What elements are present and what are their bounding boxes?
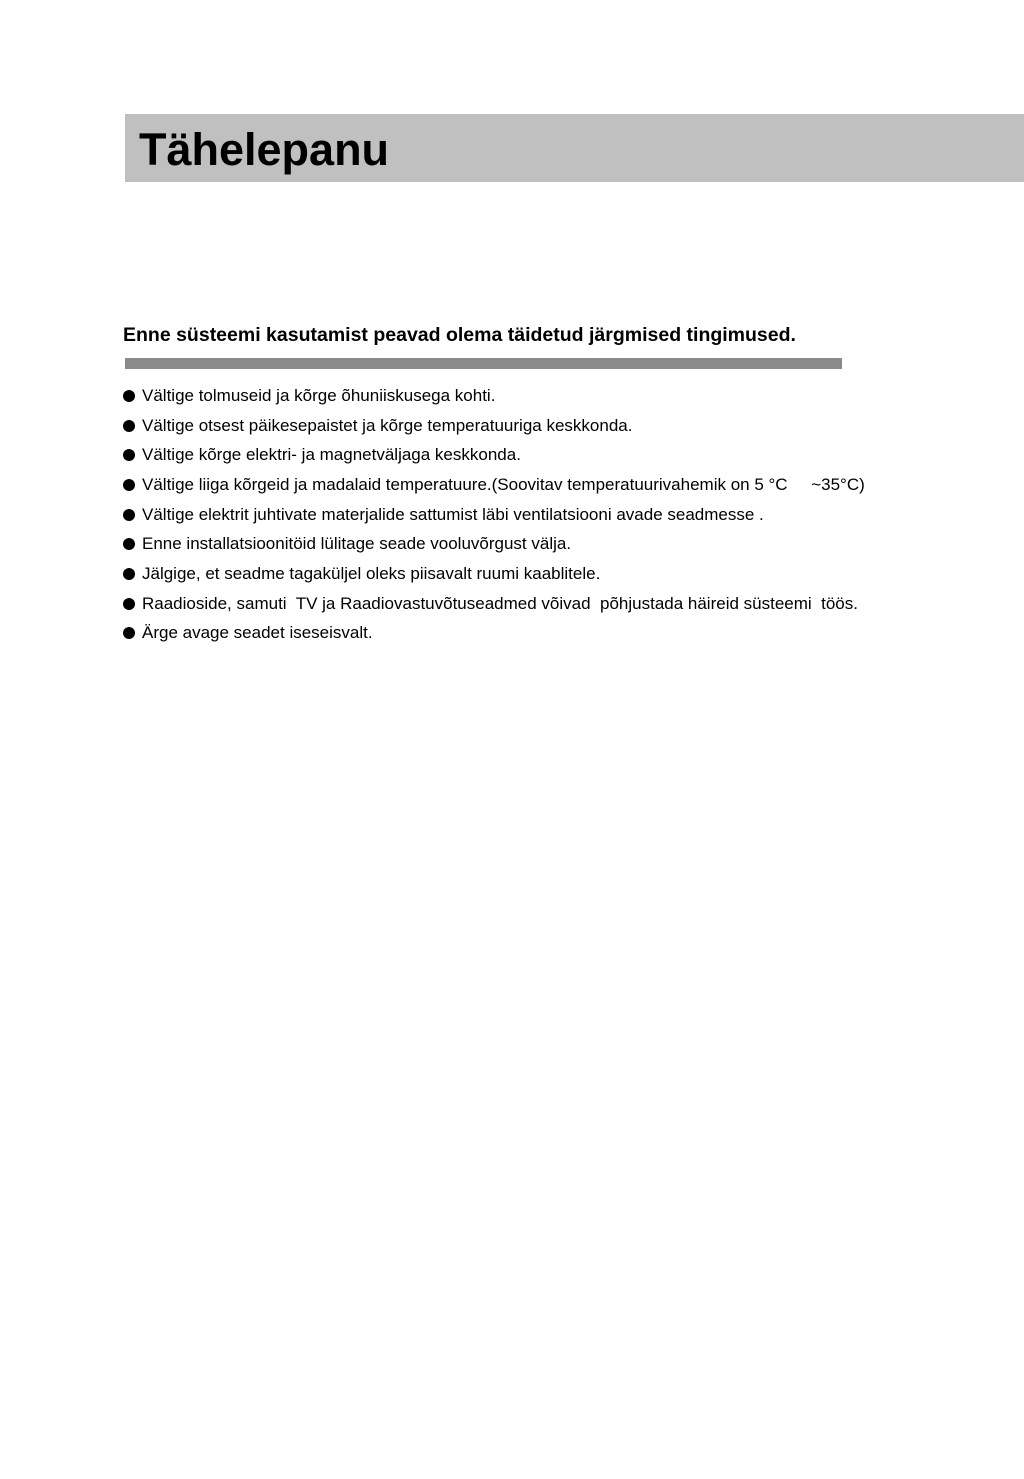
section-divider [125, 358, 842, 369]
list-item [123, 411, 865, 441]
list-item [123, 470, 865, 500]
title-bar [125, 114, 1024, 182]
list-item [123, 500, 865, 530]
list-item [123, 559, 865, 589]
list-item-text: Raadioside, samuti TV ja Raadiovastuvõtuseadmed võivad põhjustada häireid süsteemi töös. [142, 593, 858, 613]
list-item [123, 619, 865, 649]
list-item [123, 529, 865, 559]
list-item-text: Jälgige, et seadme tagaküljel oleks piisavalt ruumi kaablitele. [142, 563, 601, 583]
list-item [123, 440, 865, 470]
bullet-icon [123, 509, 135, 521]
list-item-text: Vältige liiga kõrgeid ja madalaid temperatuure.(Soovitav temperatuurivahemik on 5 °C ~35°C) [142, 474, 865, 494]
list-item [123, 589, 865, 619]
page-title: Tähelepanu [139, 124, 390, 175]
bullet-icon [123, 598, 135, 610]
bullet-icon [123, 568, 135, 580]
list-item-text: Vältige elektrit juhtivate materjalide sattumist läbi ventilatsiooni avade seadmesse . [142, 504, 764, 524]
precautions-list [123, 381, 865, 648]
bullet-icon [123, 627, 135, 639]
bullet-icon [123, 420, 135, 432]
bullet-icon [123, 479, 135, 491]
list-item-text: Vältige kõrge elektri- ja magnetväljaga keskkonda. [142, 445, 521, 465]
list-item-text: Vältige otsest päikesepaistet ja kõrge temperatuuriga keskkonda. [142, 415, 633, 435]
bullet-icon [123, 449, 135, 461]
section-heading: Enne süsteemi kasutamist peavad olema täidetud järgmised tingimused. [123, 324, 796, 346]
bullet-icon [123, 538, 135, 550]
list-item-text: Vältige tolmuseid ja kõrge õhuniiskusega kohti. [142, 385, 496, 405]
bullet-icon [123, 390, 135, 402]
list-item-text: Enne installatsioonitöid lülitage seade vooluvõrgust välja. [142, 534, 572, 554]
list-item-text: Ärge avage seadet iseseisvalt. [142, 623, 373, 643]
list-item [123, 381, 865, 411]
